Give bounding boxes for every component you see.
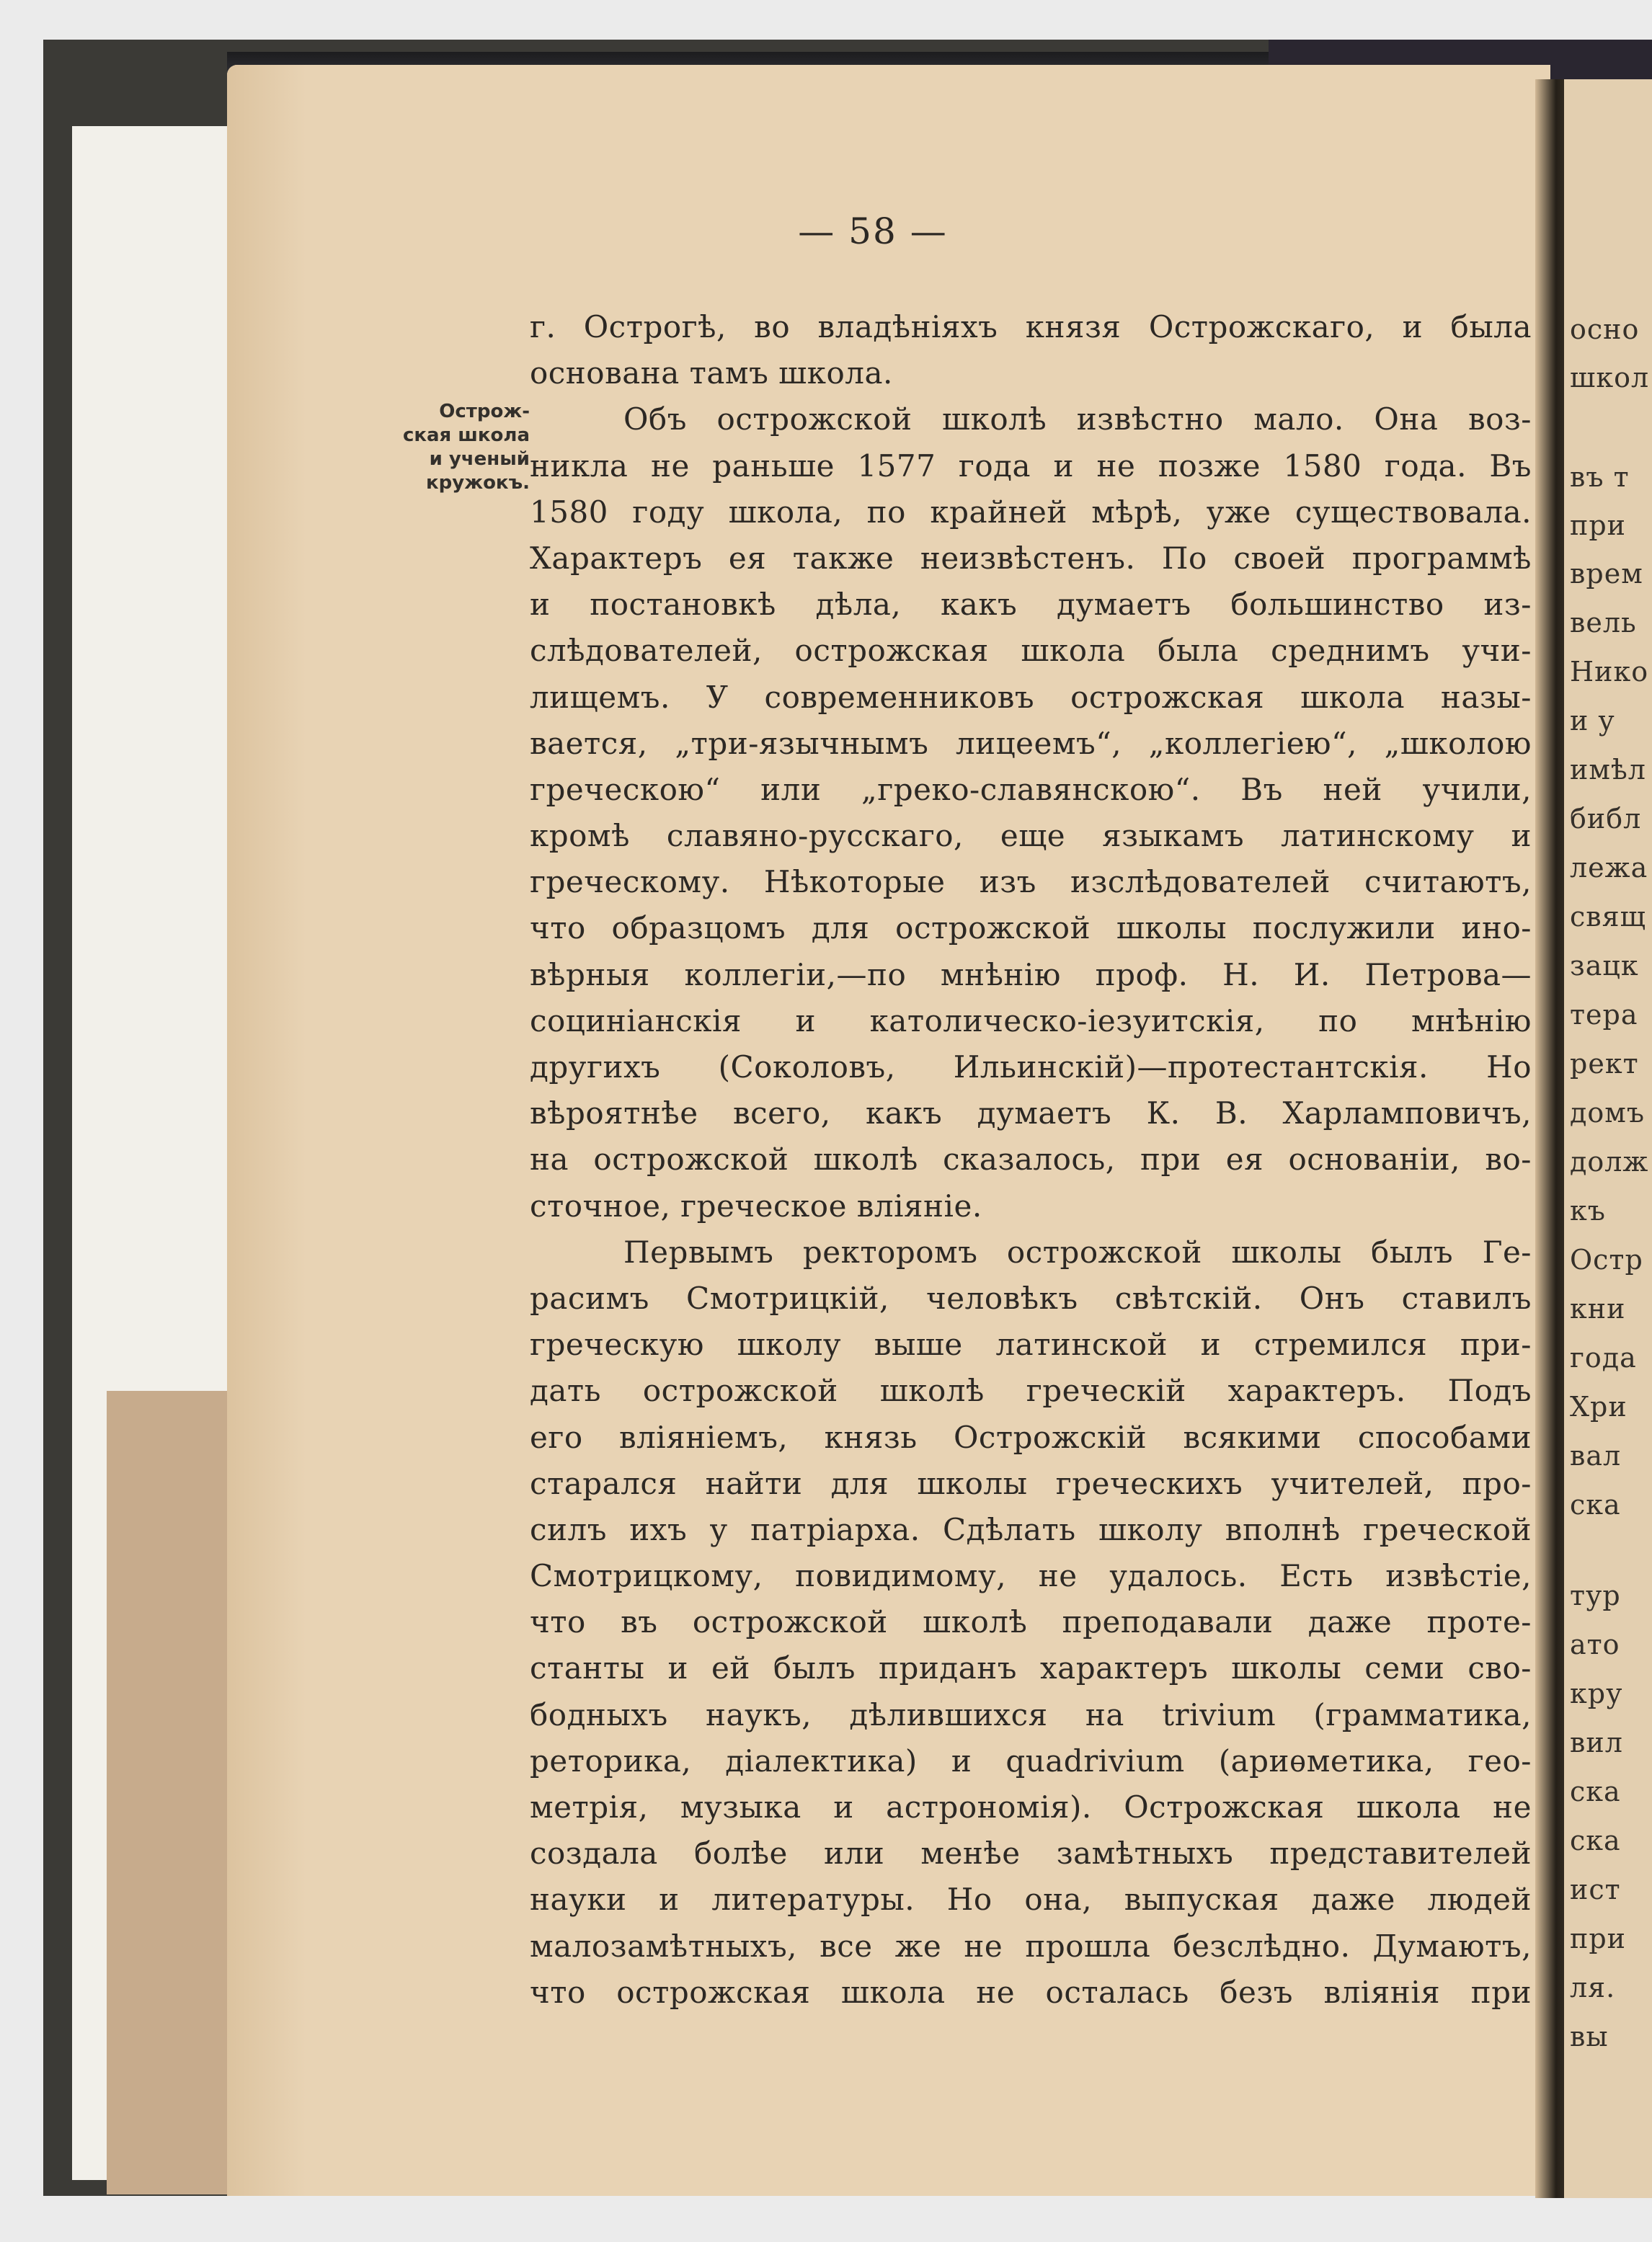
text-line: расимъ Смотрицкій, человѣкъ свѣтскій. Онъ ставилъ <box>530 1280 1532 1316</box>
facing-page-line: Хри <box>1570 1391 1627 1423</box>
text-line: что въ острожской школѣ преподавали даже проте- <box>530 1604 1532 1640</box>
facing-page-line: осно <box>1570 313 1640 345</box>
text-line: создала болѣе или менѣе замѣтныхъ представителей <box>530 1836 1532 1872</box>
text-line: никла не раньше 1577 года и не позже 1580 года. Въ <box>530 448 1532 484</box>
body-text <box>530 304 1532 2016</box>
text-line: кромѣ славяно-русскаго, еще языкамъ латинскому и <box>530 818 1532 854</box>
facing-page-line: домъ <box>1570 1097 1646 1129</box>
text-line: вается, „три-язычнымъ лицеемъ“, „коллегіею“, „школою <box>530 725 1532 761</box>
facing-page-line: при <box>1570 510 1626 541</box>
facing-page-line: вель <box>1570 607 1637 639</box>
facing-page <box>1564 79 1652 2198</box>
text-line: силъ ихъ у патріарха. Сдѣлать школу вполнѣ греческой <box>530 1511 1532 1547</box>
facing-page-line: тера <box>1570 999 1638 1031</box>
text-line: Объ острожской школѣ извѣстно мало. Она воз- <box>623 401 1532 437</box>
facing-page-line: имѣл <box>1570 754 1646 786</box>
facing-page-line: зацк <box>1570 950 1639 982</box>
facing-page-line: библ <box>1570 803 1642 835</box>
facing-page-line: школ <box>1570 362 1650 393</box>
facing-page-line: ска <box>1570 1825 1621 1856</box>
facing-page-line: тур <box>1570 1580 1621 1611</box>
text-line: сточное, греческое вліяніе. <box>530 1188 982 1224</box>
text-line: другихъ (Соколовъ, Ильинскій)—протестантскія. Но <box>530 1049 1532 1085</box>
text-line: на острожской школѣ сказалось, при ея основаніи, во- <box>530 1142 1532 1178</box>
text-line: Характеръ ея также неизвѣстенъ. По своей программѣ <box>530 540 1532 576</box>
text-line: слѣдователей, острожская школа была среднимъ учи- <box>530 633 1532 669</box>
text-line: его вліяніемъ, князь Острожскій всякими способами <box>530 1419 1532 1455</box>
text-line: основана тамъ школа. <box>530 355 893 391</box>
text-line: малозамѣтныхъ, все же не прошла безслѣдно. Думаютъ, <box>530 1928 1532 1964</box>
facing-page-line: вил <box>1570 1727 1623 1758</box>
text-line: греческою“ или „греко-славянскою“. Въ ней учили, <box>530 771 1532 807</box>
text-line: станты и ей былъ приданъ характеръ школы семи сво- <box>530 1650 1532 1686</box>
text-line: что образцомъ для острожской школы послужили ино- <box>530 910 1532 946</box>
page-edge-shade <box>227 65 306 2196</box>
facing-page-line: кни <box>1570 1293 1626 1325</box>
text-line: Первымъ ректоромъ острожской школы былъ Ге- <box>623 1234 1532 1270</box>
facing-page-line: кру <box>1570 1678 1623 1709</box>
facing-page-line: къ <box>1570 1195 1606 1227</box>
text-line: 1580 году школа, по крайней мѣрѣ, уже существовала. <box>530 494 1532 530</box>
text-line: Смотрицкому, повидимому, не удалось. Есть извѣстіе, <box>530 1558 1532 1594</box>
margin-note-line: кружокъ. <box>425 472 530 494</box>
text-line: и постановкѣ дѣла, какъ думаетъ большинство из- <box>530 587 1532 623</box>
text-line: дать острожской школѣ греческій характеръ. Подъ <box>530 1373 1532 1409</box>
margin-note-line: Острож- <box>439 401 530 422</box>
text-line: греческую школу выше латинской и стремился при- <box>530 1327 1532 1363</box>
facing-page-line: при <box>1570 1923 1626 1954</box>
facing-page-line: лежа <box>1570 852 1648 884</box>
facing-page-line: ист <box>1570 1874 1621 1905</box>
facing-page-line: и у <box>1570 705 1615 737</box>
text-line: науки и литературы. Но она, выпуская даже людей <box>530 1882 1532 1918</box>
facing-page-line: Остр <box>1570 1244 1643 1276</box>
text-line: социніанскія и католическо-іезуитскія, по мнѣнію <box>530 1002 1532 1038</box>
page-number: — 58 — <box>798 210 948 252</box>
facing-page-line: свящ <box>1570 901 1646 933</box>
text-line: вѣрныя коллегіи,—по мнѣнію проф. Н. И. Петрова— <box>530 956 1532 992</box>
facing-page-line: долж <box>1570 1146 1649 1178</box>
text-line: что острожская школа не осталась безъ вліянія при <box>530 1974 1532 2010</box>
facing-page-line: ска <box>1570 1489 1621 1521</box>
text-line: метрія, музыка и астрономія). Острожская школа не <box>530 1789 1532 1825</box>
facing-page-line: ска <box>1570 1776 1621 1807</box>
margin-note <box>386 400 530 495</box>
text-line: бодныхъ наукъ, дѣлившихся на trivium (грамматика, <box>530 1696 1532 1732</box>
text-line: греческому. Нѣкоторые изъ изслѣдователей считаютъ, <box>530 864 1532 900</box>
facing-page-line: вал <box>1570 1440 1622 1472</box>
facing-page-line: врем <box>1570 558 1643 590</box>
facing-page-line: Нико <box>1570 656 1649 688</box>
facing-page-line: ато <box>1570 1629 1620 1660</box>
facing-page-line: ля. <box>1570 1972 1616 2003</box>
text-line: лищемъ. У современниковъ острожская школа назы- <box>530 679 1532 715</box>
text-line: старался найти для школы греческихъ учителей, про- <box>530 1465 1532 1501</box>
text-line: г. Острогѣ, во владѣніяхъ князя Острожскаго, и была <box>530 309 1532 344</box>
margin-note-line: ская школа <box>402 424 530 446</box>
text-line: реторика, діалектика) и quadrivium (ариѳметика, гео- <box>530 1743 1532 1779</box>
facing-page-line: въ т <box>1570 461 1630 493</box>
text-line: вѣроятнѣе всего, какъ думаетъ К. В. Харламповичъ, <box>530 1095 1532 1131</box>
facing-page-line: рект <box>1570 1048 1639 1080</box>
margin-note-line: и ученый <box>429 448 530 470</box>
facing-page-line: вы <box>1570 2021 1609 2052</box>
facing-page-line: года <box>1570 1342 1637 1374</box>
